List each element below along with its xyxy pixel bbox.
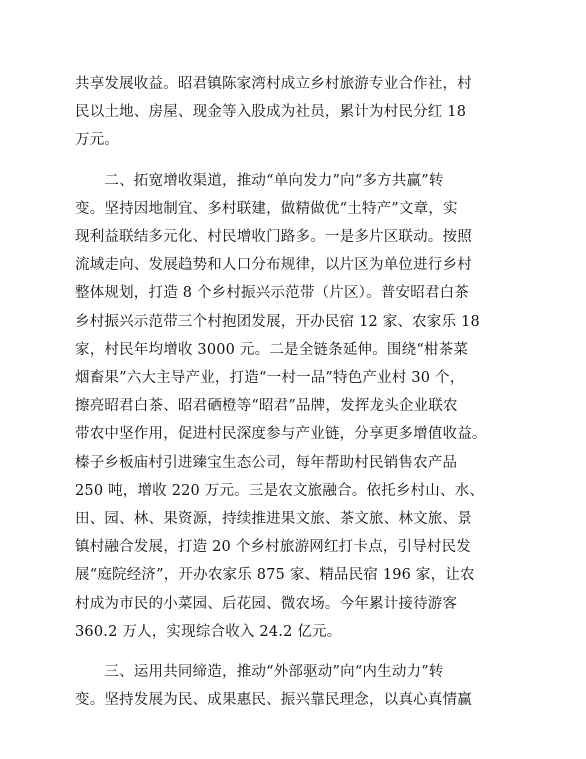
text-line: 360.2 万人，实现综合收入 24.2 亿元。 xyxy=(75,623,342,640)
text-line: 田、园、林、果资源，持续推进果文旅、茶文旅、林文旅、景 xyxy=(75,511,472,528)
text-line: 万元。 xyxy=(75,132,120,149)
text-line: 变。坚持因地制宜、多村联建，做精做优“土特产”文章，实 xyxy=(75,200,458,217)
document-page xyxy=(75,70,511,714)
text-line: 变。坚持发展为民、成果惠民、振兴靠民理念，以真心真情赢 xyxy=(75,692,472,709)
text-line: 榛子乡板庙村引进臻宝生态公司，每年帮助村民销售农产品 xyxy=(75,454,458,471)
text-line: 家，村民年均增收 3000 元。二是全链条延伸。围绕“柑茶菜 xyxy=(75,341,469,358)
text-line: 烟畜果”六大主导产业，打造“一村一品”特色产业村 30 个， xyxy=(75,370,465,387)
text-line: 三、运用共同缔造，推动“外部驱动”向“内生动力”转 xyxy=(75,664,444,681)
text-line: 二、拓宽增收渠道，推动“单向发力”向“多方共赢”转 xyxy=(75,172,444,189)
paragraph-2 xyxy=(75,167,511,646)
text-line: 流域走向、发展趋势和人口分布规律，以片区为单位进行乡村 xyxy=(75,257,472,274)
text-line: 整体规划，打造 8 个乡村振兴示范带（片区）。普安昭君白茶 xyxy=(75,285,469,302)
text-line: 共享发展收益。昭君镇陈家湾村成立乡村旅游专业合作社，村 xyxy=(75,76,472,92)
text-line: 擦亮昭君白茶、昭君硒橙等“昭君”品牌，发挥龙头企业联农 xyxy=(75,398,458,415)
paragraph-3 xyxy=(75,658,511,714)
text-line: 现利益联结多元化、村民增收门路多。一是多片区联动。按照 xyxy=(75,229,472,246)
paragraph-1 xyxy=(75,70,511,155)
text-line: 带农中坚作用，促进村民深度参与产业链，分享更多增值收益。 xyxy=(75,426,487,443)
text-line: 乡村振兴示范带三个村抱团发展，开办民宿 12 家、农家乐 18 xyxy=(75,313,480,330)
text-line: 镇村融合发展，打造 20 个乡村旅游网红打卡点，引导村民发 xyxy=(75,539,471,556)
text-line: 250 吨，增收 220 万元。三是农文旅融合。依托乡村山、水、 xyxy=(75,482,485,499)
text-line: 民以土地、房屋、现金等入股成为社员，累计为村民分红 18 xyxy=(75,104,467,121)
text-line: 村成为市民的小菜园、后花园、微农场。今年累计接待游客 xyxy=(75,595,458,612)
text-line: 展“庭院经济”，开办农家乐 875 家、精品民宿 196 家，让农 xyxy=(75,567,475,584)
